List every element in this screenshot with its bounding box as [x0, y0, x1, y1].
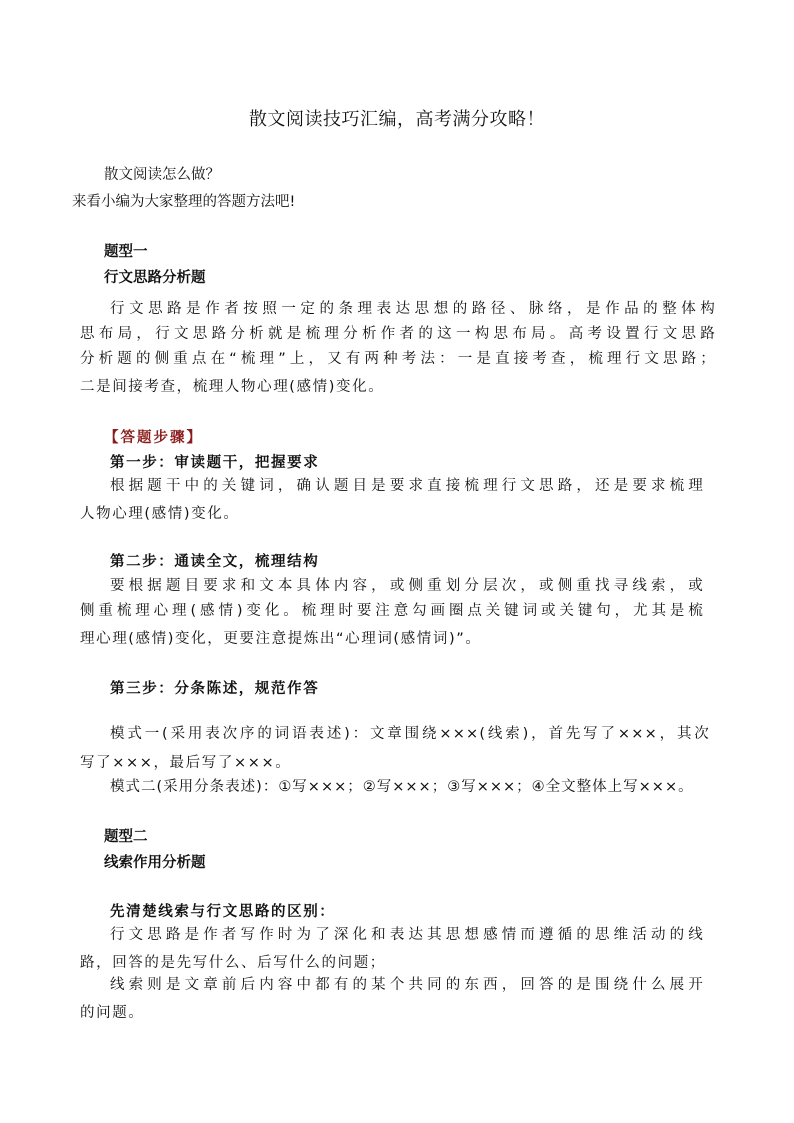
type2-subtitle: 先清楚线索与行文思路的区别： [110, 904, 336, 920]
type1-name: 行文思路分析题 [104, 270, 206, 286]
intro-line-2: 来看小编为大家整理的答题方法吧! [72, 194, 296, 210]
intro-line-1: 散文阅读怎么做？ [104, 167, 220, 183]
type1-para-line-4: 二是间接考查，梳理人物心理(感情)变化。 [80, 379, 385, 395]
step3-title: 第三步：分条陈述，规范作答 [110, 681, 320, 697]
type2-line-4: 的问题。 [80, 1005, 145, 1021]
type1-para-line-3: 分析题的侧重点在“梳理”上，又有两种考法：一是直接考查，梳理行文思路； [80, 351, 716, 367]
type2-line-2: 路，回答的是先写什么、后写什么的问题； [80, 955, 386, 971]
type2-name: 线索作用分析题 [104, 855, 206, 871]
step3-mode1-line-2: 写了×××，最后写了×××。 [80, 755, 292, 771]
step1-line-2: 人物心理(感情)变化。 [80, 506, 240, 522]
step2-line-3: 理心理(感情)变化，更要注意提炼出“心理词(感情词)”。 [80, 631, 482, 647]
type2-label: 题型二 [104, 829, 148, 845]
step2-title: 第二步：通读全文，梳理结构 [110, 554, 320, 570]
step1-title: 第一步：审读题干，把握要求 [110, 455, 320, 471]
step3-mode2: 模式二(采用分条表述)：①写×××；②写×××；③写×××；④全文整体上写×××。 [110, 779, 694, 795]
step2-line-1: 要根据题目要求和文本具体内容，或侧重划分层次，或侧重找寻线索，或 [110, 578, 704, 594]
type1-label: 题型一 [104, 244, 148, 260]
type1-para-line-1: 行文思路是作者按照一定的条理表达思想的路径、脉络，是作品的整体构 [110, 301, 716, 317]
step2-line-2: 侧重梳理心理(感情)变化。梳理时要注意勾画圈点关键词或关键句，尤其是梳 [80, 603, 704, 619]
page-title: 散文阅读技巧汇编，高考满分攻略！ [249, 109, 545, 130]
steps-header: 【答题步骤】 [104, 430, 203, 446]
type2-line-1: 行文思路是作者写作时为了深化和表达其思想感情而遵循的思维活动的线 [110, 927, 704, 943]
type1-para-line-2: 思布局，行文思路分析就是梳理分析作者的这一构思布局。高考设置行文思路 [80, 326, 716, 342]
type2-line-3: 线索则是文章前后内容中都有的某个共同的东西，回答的是围绕什么展开 [110, 977, 704, 993]
step3-mode1-line-1: 模式一(采用表次序的词语表述)：文章围绕×××(线索)，首先写了×××，其次 [110, 726, 710, 742]
step1-line-1: 根据题干中的关键词，确认题目是要求直接梳理行文思路，还是要求梳理 [110, 478, 704, 494]
